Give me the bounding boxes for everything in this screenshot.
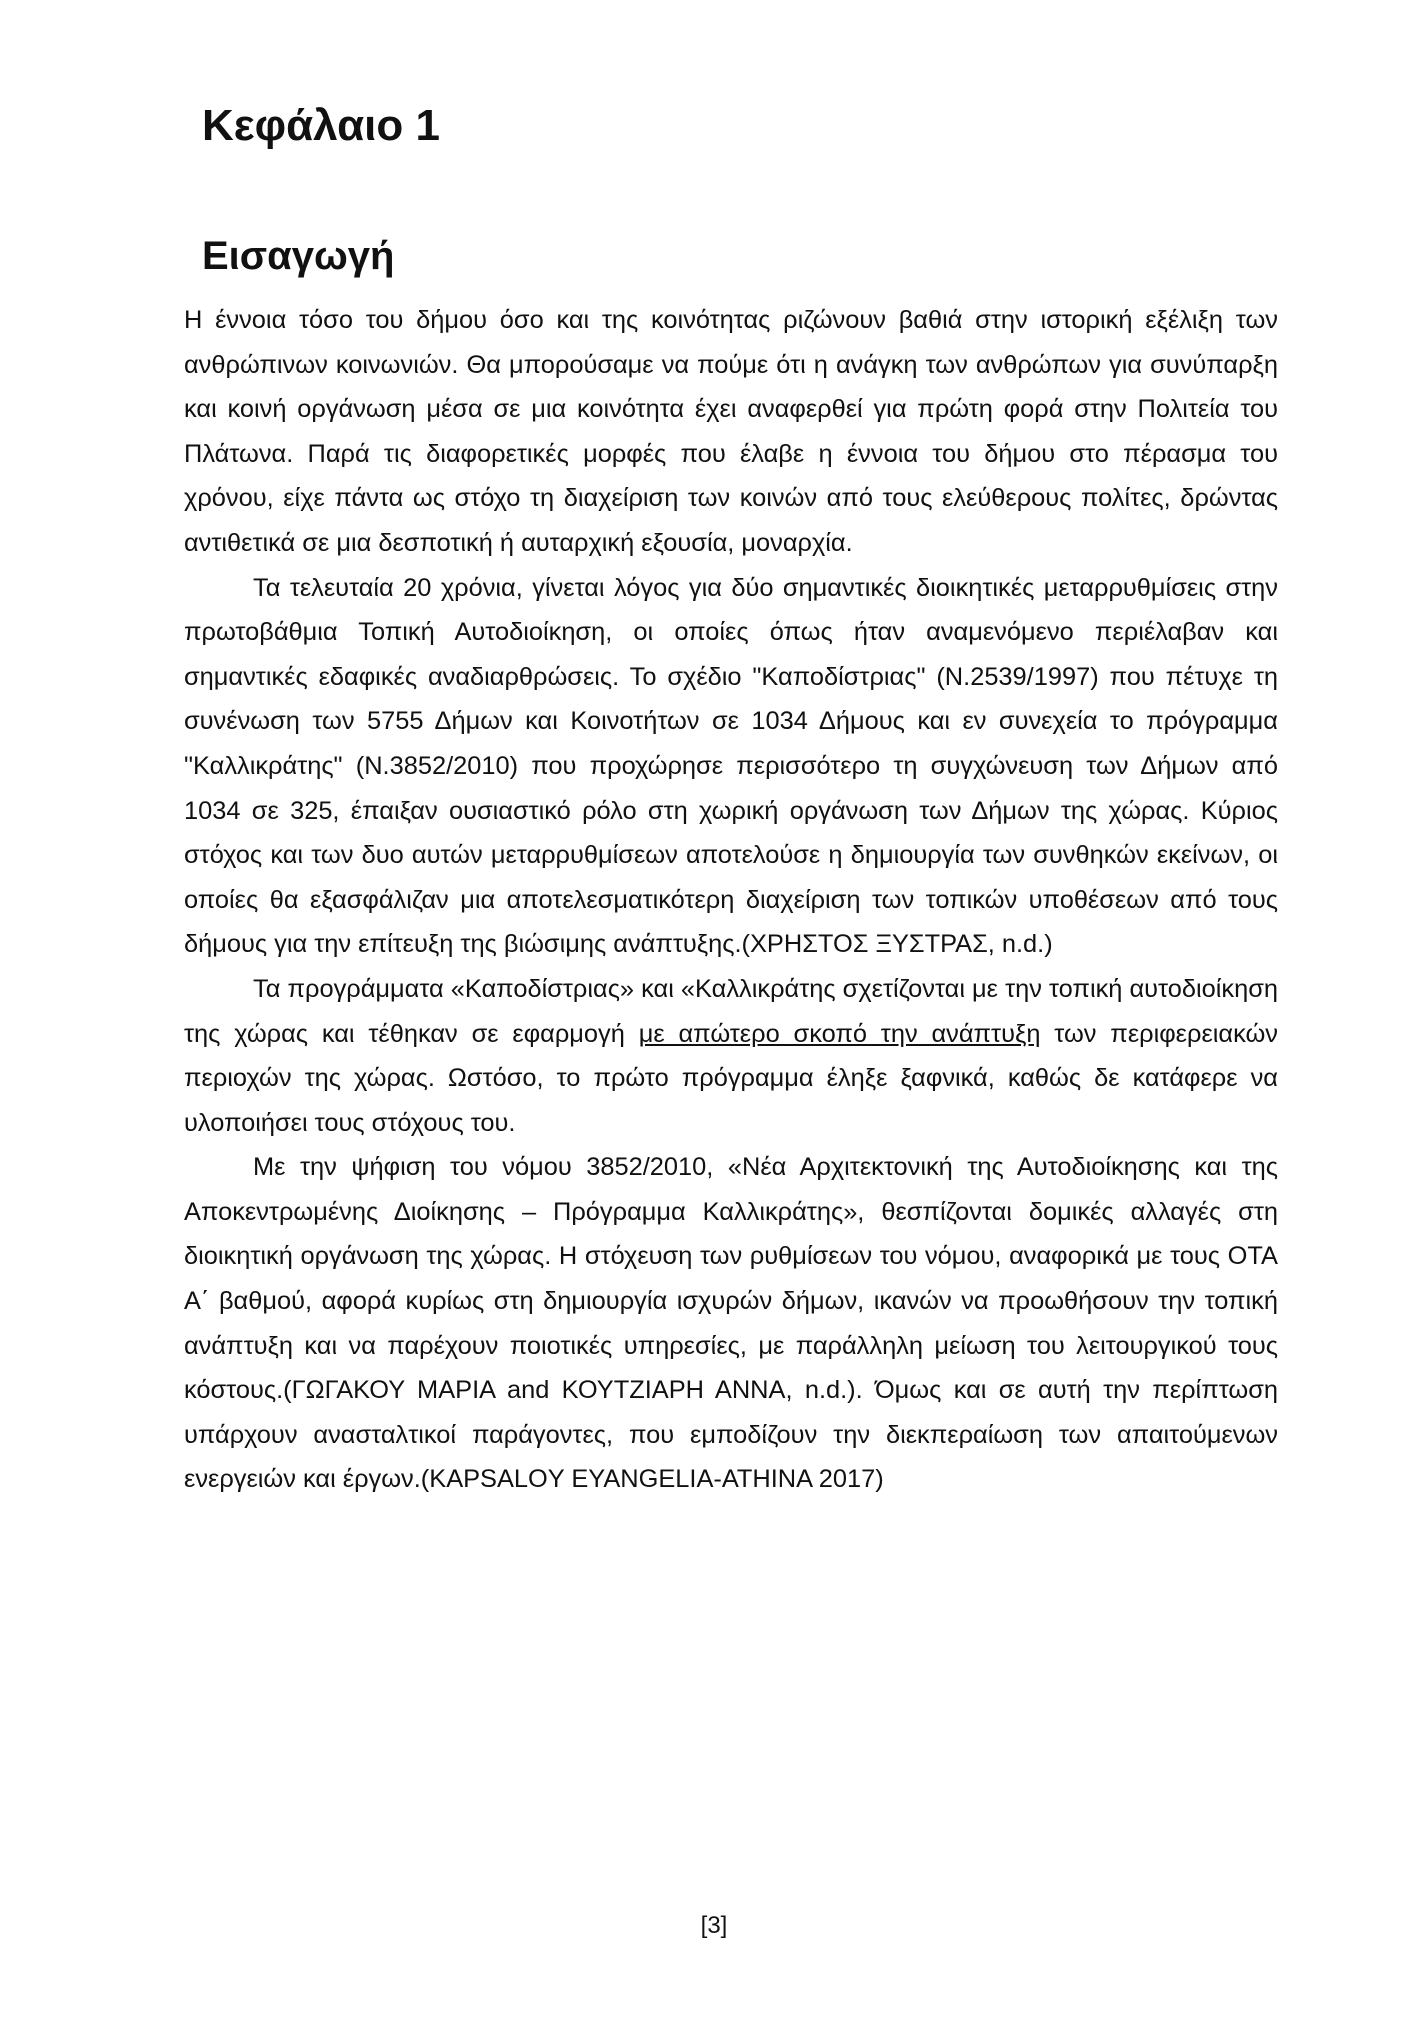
paragraph-1: Η έννοια τόσο του δήμου όσο και της κοινότητας ριζώνουν βαθιά στην ιστορική εξέλιξη των ανθρώπινων κοινωνιών. Θα μπορούσαμε να πούμε ότι η ανάγκη των ανθρώπων για συνύπαρξη και κοινή οργάνωση μέσα σε μια κοινότητα έχει αναφερθεί για πρώτη φορά στην Πολιτεία του Πλάτωνα. Παρά τις διαφορετικές μορφές που έλαβε η έννοια του δήμου στο πέρασμα του χρόνου, είχε πάντα ως στόχο τη διαχείριση των κοινών από τους ελεύθερους πολίτες, δρώντας αντιθετικά σε μια δεσποτική ή αυταρχική εξουσία, μοναρχία. xyxy=(184,306,1278,557)
paragraph-4: Με την ψήφιση του νόμου 3852/2010, «Νέα Αρχιτεκτονική της Αυτοδιοίκησης και της Αποκεντρωμένης Διοίκησης – Πρόγραμμα Καλλικράτης», θεσπίζονται δομικές αλλαγές στη διοικητική οργάνωση της χώρας. Η στόχευση των ρυθμίσεων του νόμου, αναφορικά με τους ΟΤΑ Α΄ βαθμού, αφορά κυρίως στη δημιουργία ισχυρών δήμων, ικανών να προωθήσουν την τοπική ανάπτυξη και να παρέχουν ποιοτικές υπηρεσίες, με παράλληλη μείωση του λειτουργικού τους κόστους.(ΓΩΓΑΚΟΥ ΜΑΡΙΑ and ΚΟΥΤΖΙΑΡΗ ΑΝΝΑ, n.d.). Όμως και σε αυτή την περίπτωση υπάρχουν ανασταλτικοί παράγοντες, που εμποδίζουν την διεκπεραίωση των απαιτούμενων ενεργειών και έργων.(KAPSALOY EYANGELIA-ATHINA 2017) xyxy=(184,1153,1278,1494)
paragraph-3 xyxy=(184,967,1278,1145)
underlined-phrase: με απώτερο σκοπό την ανάπτυξη xyxy=(638,1019,1041,1048)
paragraph-3-end: των περιφερειακών περιοχών της χώρας. Ωστόσο, το πρώτο πρόγραμμα έληξε ξαφνικά, καθώς δε κατάφερε να υλοποιήσει τους στόχους του. xyxy=(184,1019,1278,1137)
body-text xyxy=(184,298,1278,1502)
chapter-title: Κεφάλαιο 1 xyxy=(202,101,440,150)
section-title: Εισαγωγή xyxy=(202,234,395,278)
page-number: [3] xyxy=(700,1912,728,1939)
paragraph-2: Τα τελευταία 20 χρόνια, γίνεται λόγος για δύο σημαντικές διοικητικές μεταρρυθμίσεις στην πρωτοβάθμια Τοπική Αυτοδιοίκηση, οι οποίες όπως ήταν αναμενόμενο περιέλαβαν και σημαντικές εδαφικές αναδιαρθρώσεις. Το σχέδιο "Καποδίστριας" (Ν.2539/1997) που πέτυχε τη συνένωση των 5755 Δήμων και Κοινοτήτων σε 1034 Δήμους και εν συνεχεία το πρόγραμμα "Καλλικράτης" (Ν.3852/2010) που προχώρησε περισσότερο τη συγχώνευση των Δήμων από 1034 σε 325, έπαιξαν ουσιαστικό ρόλο στη χωρική οργάνωση των Δήμων της χώρας. Κύριος στόχος και των δυο αυτών μεταρρυθμίσεων αποτελούσε η δημιουργία των συνθηκών εκείνων, οι οποίες θα εξασφάλιζαν μια αποτελεσματικότερη διαχείριση των τοπικών υποθέσεων από τους δήμους για την επίτευξη της βιώσιμης ανάπτυξης.(ΧΡΗΣΤΟΣ ΞΥΣΤΡΑΣ, n.d.) xyxy=(184,573,1278,959)
paragraph-3-start: Τα προγράμματα «Καποδίστριας» και «Καλλικράτης σχετίζονται με την τοπική αυτοδιοίκηση της χώρας και τέθηκαν σε εφαρμογή xyxy=(184,974,1278,1048)
